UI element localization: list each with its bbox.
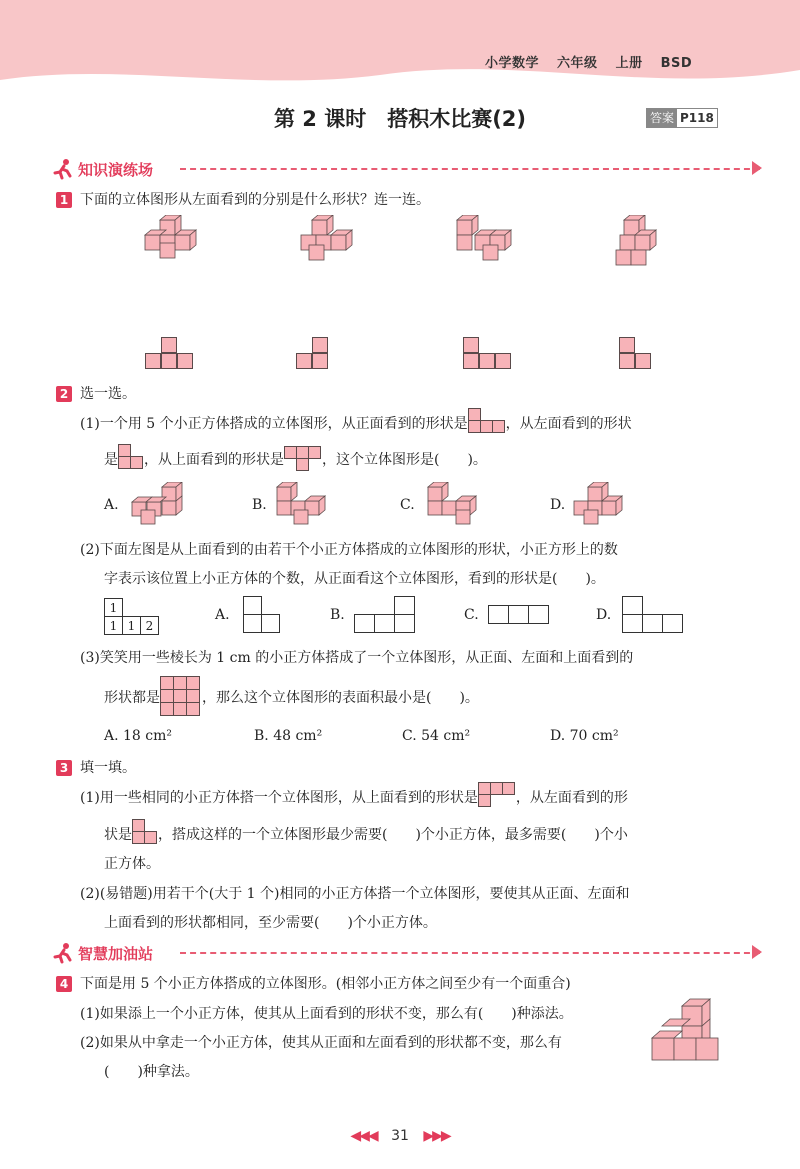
page-number: 31	[391, 1128, 409, 1144]
grid-cell: 1	[122, 616, 141, 635]
option-label-d[interactable]: D.	[596, 607, 612, 623]
option-d-shape[interactable]	[622, 596, 684, 636]
left-view-shape	[118, 452, 144, 468]
grid-cell: 1	[104, 598, 123, 617]
text-segment: ，从左面看到的形状	[505, 416, 632, 432]
option-c[interactable]: C. 54 cm²	[402, 728, 471, 744]
q4-cube-figure	[650, 998, 720, 1070]
left-view-shape-4	[619, 337, 654, 372]
question-number: 1	[56, 192, 72, 208]
header-volume: 上册	[615, 56, 643, 71]
text-segment: ，搭成这样的一个立体图形最少需要( )个小正方体，最多需要( )个小	[158, 827, 628, 843]
section-header-challenge	[52, 942, 153, 964]
text-segment: ，那么这个立体图形的表面积最小是( )。	[202, 690, 479, 706]
option-a-figure[interactable]	[127, 482, 189, 527]
prev-arrows-icon: ◀◀◀	[350, 1128, 377, 1144]
running-figure-icon	[52, 158, 74, 180]
page-title: 第 2 课时 搭积木比赛(2)	[273, 107, 527, 131]
option-d-figure[interactable]	[570, 482, 636, 527]
section-divider	[180, 168, 760, 170]
text-segment: (1)一个用 5 个小正方体搭成的立体图形，从正面看到的形状是	[80, 416, 468, 432]
q2-part1-line1	[80, 414, 632, 434]
left-view-shape	[132, 827, 158, 843]
grid-cell: 2	[140, 616, 159, 635]
cube-figure-2	[296, 215, 356, 265]
option-label-b[interactable]: B.	[330, 607, 345, 623]
q2-part2-line1: (2)下面左图是从上面看到的由若干个小正方体搭成的立体图形的形状，小正方形上的数	[80, 542, 618, 558]
question-text: 选一选。	[80, 386, 136, 402]
running-figure-icon	[52, 942, 74, 964]
header-info	[485, 52, 705, 71]
header-edition: BSD	[660, 56, 693, 71]
option-label-c[interactable]: C.	[464, 607, 479, 623]
option-c-figure[interactable]	[420, 482, 482, 527]
q3-part1-line2	[104, 825, 628, 845]
question-number: 2	[56, 386, 72, 402]
question-text: 下面的立体图形从左面看到的分别是什么形状？连一连。	[80, 192, 430, 208]
option-b-shape[interactable]	[354, 596, 416, 636]
section-arrow-icon	[752, 945, 762, 959]
section-title: 智慧加油站	[78, 944, 154, 963]
section-divider	[180, 952, 760, 954]
cube-figure-1	[140, 215, 200, 265]
option-b-figure[interactable]	[272, 482, 334, 527]
cube-figure-3	[455, 215, 515, 265]
option-a[interactable]: A. 18 cm²	[104, 728, 173, 744]
answer-badge[interactable]	[646, 108, 718, 128]
text-segment: (1)用一些相同的小正方体搭一个立体图形，从上面看到的形状是	[80, 790, 478, 806]
text-segment: ，从上面看到的形状是	[144, 452, 284, 468]
option-label-c[interactable]: C.	[400, 497, 415, 513]
option-c-shape[interactable]	[488, 605, 550, 627]
page-footer	[0, 1128, 800, 1144]
option-label-a[interactable]: A.	[215, 607, 230, 623]
q4-part1: (1)如果添上一个小正方体，使其从上面看到的形状不变，那么有( )种添法。	[80, 1006, 573, 1022]
three-by-three-shape	[160, 690, 202, 706]
section-header-practice	[52, 158, 153, 180]
header-subject: 小学数学	[485, 56, 540, 71]
section-title: 知识演练场	[78, 160, 154, 179]
next-arrows-icon: ▶▶▶	[423, 1128, 450, 1144]
q3-part1-line3: 正方体。	[104, 856, 160, 872]
text-segment: 是	[104, 452, 118, 468]
text-segment: 形状都是	[104, 690, 160, 706]
question-number: 3	[56, 760, 72, 776]
q3-part1-line1	[80, 788, 628, 808]
q2-part3-line2	[104, 688, 479, 708]
option-b[interactable]: B. 48 cm²	[254, 728, 323, 744]
section-arrow-icon	[752, 161, 762, 175]
left-view-shape-1	[145, 337, 195, 372]
option-a-shape[interactable]	[243, 596, 283, 636]
text-segment: 状是	[104, 827, 132, 843]
q3-part2-line1: (2)(易错题)用若干个(大于 1 个)相同的小正方体搭一个立体图形，要使其从正面、左面和	[80, 886, 630, 902]
top-view-shape	[478, 790, 516, 806]
question-text: 下面是用 5 个小正方体搭成的立体图形。(相邻小正方体之间至少有一个面重合)	[80, 976, 571, 992]
top-view-shape	[284, 452, 322, 468]
q2-part2-line2: 字表示该位置上小正方体的个数，从正面看这个立体图形，看到的形状是( )。	[104, 571, 605, 587]
left-view-shape-3	[463, 337, 513, 372]
q4-part2-line1: (2)如果从中拿走一个小正方体，使其从正面和左面看到的形状都不变，那么有	[80, 1035, 562, 1051]
header-band	[0, 0, 800, 95]
question-text: 填一填。	[80, 760, 136, 776]
q2-part1-line2	[104, 450, 487, 470]
q4-part2-line2: ( )种拿法。	[104, 1064, 199, 1080]
q2-part3-line1: (3)笑笑用一些棱长为 1 cm 的小正方体搭成了一个立体图形，从正面、左面和上面看到的	[80, 650, 634, 666]
left-view-shape-2	[296, 337, 331, 372]
answer-page: P118	[680, 111, 714, 125]
option-label-d[interactable]: D.	[550, 497, 566, 513]
question-number: 4	[56, 976, 72, 992]
front-view-shape	[468, 416, 506, 432]
text-segment: ，从左面看到的形	[515, 790, 628, 806]
grid-cell: 1	[104, 616, 123, 635]
header-grade: 六年级	[557, 56, 598, 71]
text-segment: ，这个立体图形是( )。	[322, 452, 487, 468]
top-view-number-grid	[104, 598, 164, 638]
option-label-b[interactable]: B.	[252, 497, 267, 513]
option-d[interactable]: D. 70 cm²	[550, 728, 619, 744]
cube-figure-4	[612, 215, 662, 270]
option-label-a[interactable]: A.	[104, 497, 119, 513]
answer-key: 答案	[647, 109, 677, 127]
q3-part2-line2: 上面看到的形状都相同，至少需要( )个小正方体。	[104, 915, 437, 931]
